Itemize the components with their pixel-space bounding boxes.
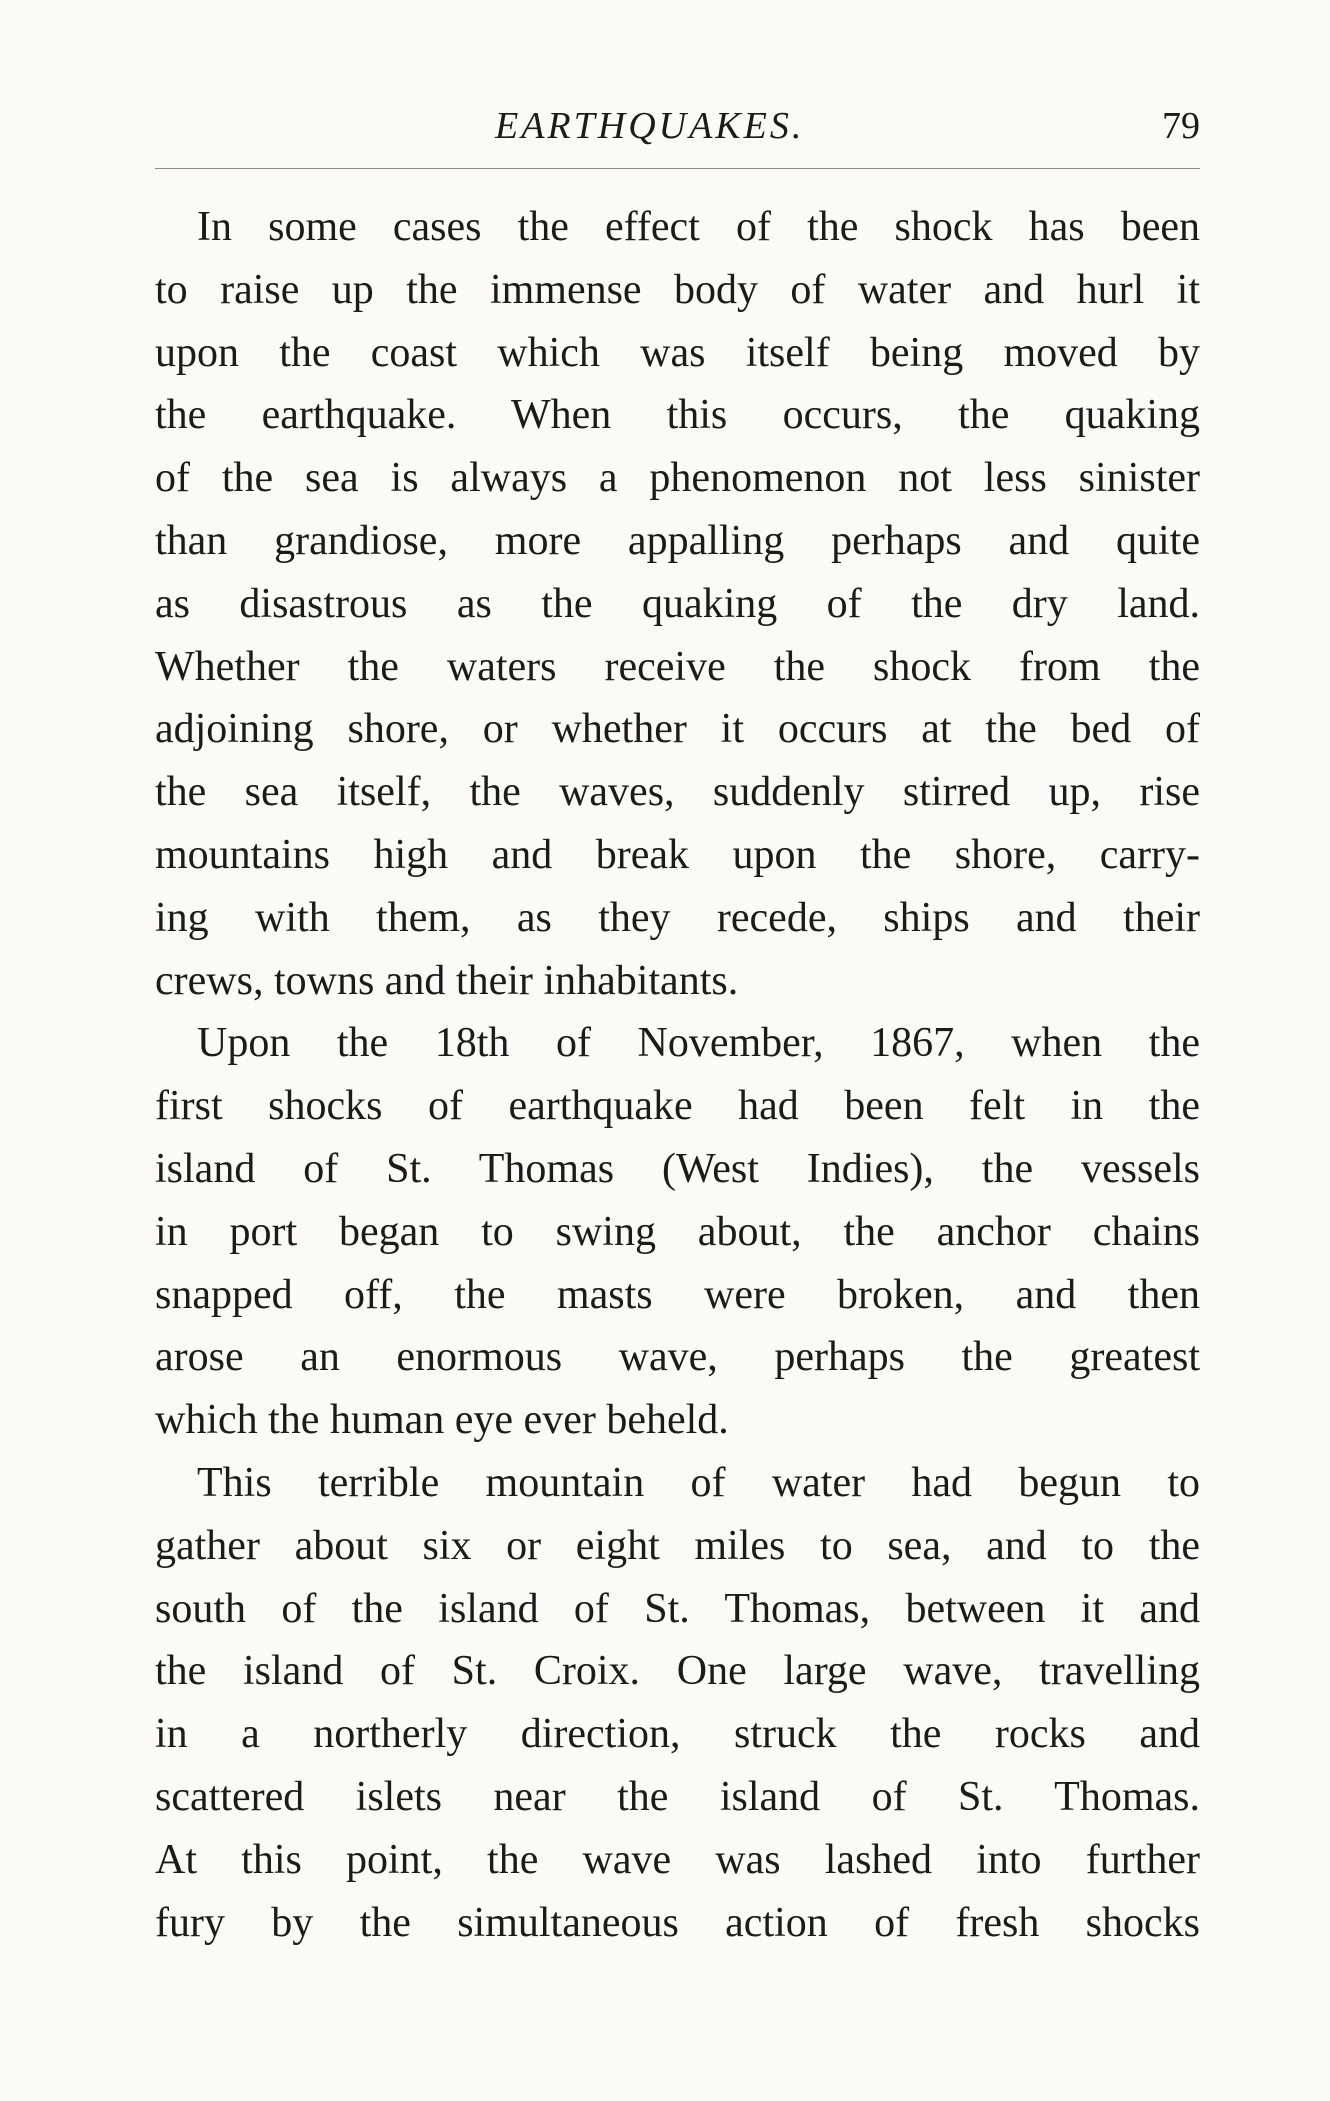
- text-line: island of St. Thomas (West Indies), the vessels: [155, 1145, 1200, 1192]
- running-head: [155, 98, 1200, 158]
- text-line: the earthquake. When this occurs, the quaking: [155, 392, 1200, 439]
- header-rule: [155, 168, 1200, 169]
- body-text: [155, 196, 1200, 1954]
- text-line: scattered islets near the island of St. Thomas.: [155, 1773, 1200, 1820]
- text-line: than grandiose, more appalling perhaps and quite: [155, 517, 1200, 564]
- text-line: in a northerly direction, struck the rocks and: [155, 1711, 1200, 1758]
- text-line: In some cases the effect of the shock has been: [197, 204, 1200, 250]
- text-line: the sea itself, the waves, suddenly stirred up, rise: [155, 769, 1200, 816]
- page-number: 79: [1162, 105, 1200, 147]
- text-line: south of the island of St. Thomas, between it and: [155, 1585, 1200, 1632]
- text-line: to raise up the immense body of water and hurl it: [155, 266, 1200, 313]
- text-line: crews, towns and their inhabitants.: [155, 957, 739, 1004]
- text-line: which the human eye ever beheld.: [155, 1397, 729, 1444]
- paragraph-3: [155, 1452, 1200, 1954]
- text-line: in port began to swing about, the anchor chains: [155, 1208, 1200, 1255]
- text-line: adjoining shore, or whether it occurs at the bed of: [155, 706, 1200, 753]
- text-line: ing with them, as they recede, ships and their: [155, 894, 1200, 941]
- text-line: as disastrous as the quaking of the dry land.: [155, 580, 1200, 627]
- text-line: mountains high and break upon the shore, carry-: [155, 831, 1200, 878]
- paragraph-1: [155, 196, 1200, 1012]
- text-line: At this point, the wave was lashed into further: [155, 1836, 1200, 1883]
- text-line: fury by the simultaneous action of fresh shocks: [155, 1899, 1200, 1946]
- paragraph-2: [155, 1012, 1200, 1452]
- text-line: snapped off, the masts were broken, and then: [155, 1271, 1200, 1318]
- text-line: of the sea is always a phenomenon not less sinister: [155, 455, 1200, 502]
- text-line: the island of St. Croix. One large wave, travelling: [155, 1648, 1200, 1695]
- text-line: Whether the waters receive the shock from the: [155, 643, 1200, 690]
- text-line: This terrible mountain of water had begun to: [197, 1459, 1200, 1506]
- text-line: gather about six or eight miles to sea, and to the: [155, 1522, 1200, 1569]
- text-line: upon the coast which was itself being moved by: [155, 329, 1200, 376]
- running-title: EARTHQUAKES.: [495, 105, 805, 147]
- text-line: arose an enormous wave, perhaps the greatest: [155, 1334, 1200, 1381]
- text-line: Upon the 18th of November, 1867, when the: [197, 1020, 1200, 1067]
- text-line: first shocks of earthquake had been felt in the: [155, 1083, 1200, 1130]
